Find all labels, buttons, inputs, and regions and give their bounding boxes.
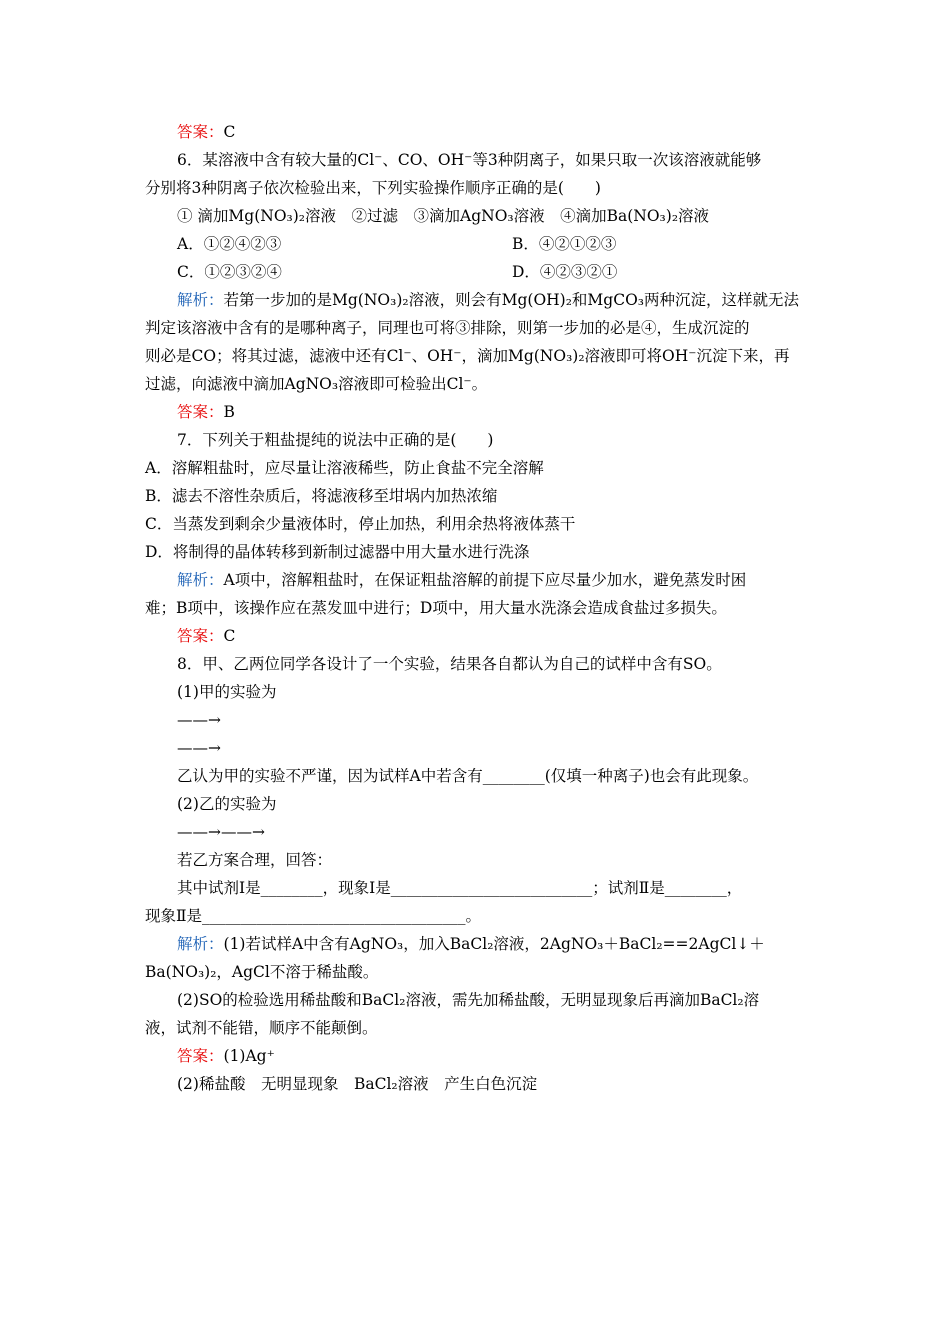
answer-value: C	[223, 627, 236, 645]
q6-option-a: A．①②④②③	[177, 235, 282, 253]
q5-answer	[177, 122, 235, 142]
q7-analysis-line-1	[177, 570, 746, 590]
answer-value: (1)Ag⁺	[223, 1047, 275, 1065]
q8-analysis-line-3: (2)SO的检验选用稀盐酸和BaCl₂溶液，需先加稀盐酸，无明显现象后再滴加BaCl₂溶	[177, 991, 760, 1009]
q6-analysis-line-2: 判定该溶液中含有的是哪种离子，同理也可将③排除，则第一步加的必是④，生成沉淀的	[145, 319, 750, 337]
answer-value: C	[223, 123, 236, 141]
analysis-text: 若第一步加的是Mg(NO₃)₂溶液，则会有Mg(OH)₂和MgCO₃两种沉淀，这样就无法	[223, 291, 800, 309]
q8-arrow-2: ——→	[177, 739, 221, 757]
q7-option-d: D．将制得的晶体转移到新制过滤器中用大量水进行洗涤	[145, 543, 530, 561]
q7-option-b: B．滤去不溶性杂质后，将滤液移至坩埚内加热浓缩	[145, 487, 498, 505]
q8-part2-question-1: 其中试剂Ⅰ是________，现象Ⅰ是__________________________；试剂Ⅱ是________，	[177, 879, 743, 897]
q8-answer-line-1	[177, 1046, 275, 1066]
answer-label: 答案：	[177, 627, 224, 645]
q8-answer-line-2: (2)稀盐酸 无明显现象 BaCl₂溶液 产生白色沉淀	[177, 1075, 538, 1093]
q6-stem-line-2: 分别将3种阴离子依次检验出来，下列实验操作顺序正确的是( )	[145, 179, 601, 197]
q7-option-a: A．溶解粗盐时，应尽量让溶液稀些，防止食盐不完全溶解	[145, 459, 544, 477]
q8-analysis-line-2: Ba(NO₃)₂，AgCl不溶于稀盐酸。	[145, 963, 379, 981]
q8-stem: 8．甲、乙两位同学各设计了一个实验，结果各自都认为自己的试样中含有SO。	[177, 655, 722, 673]
q6-option-d: D．④②③②①	[512, 263, 618, 281]
q6-option-c: C．①②③②④	[177, 263, 282, 281]
q7-answer	[177, 626, 235, 646]
q6-operations: ① 滴加Mg(NO₃)₂溶液 ②过滤 ③滴加AgNO₃溶液 ④滴加Ba(NO₃)₂溶液	[177, 207, 710, 225]
answer-label: 答案：	[177, 403, 224, 421]
answer-label: 答案：	[177, 1047, 224, 1065]
analysis-text: (1)若试样A中含有AgNO₃，加入BaCl₂溶液，2AgNO₃＋BaCl₂==2AgCl↓＋	[223, 935, 765, 953]
q6-stem-line-1: 6．某溶液中含有较大量的Cl⁻、CO、OH⁻等3种阴离子，如果只取一次该溶液就能够	[177, 151, 762, 169]
q8-analysis-line-1	[177, 934, 765, 954]
q7-option-c: C．当蒸发到剩余少量液体时，停止加热，利用余热将液体蒸干	[145, 515, 576, 533]
analysis-label: 解析：	[177, 291, 224, 309]
q7-analysis-line-2: 难；B项中，该操作应在蒸发皿中进行；D项中，用大量水洗涤会造成食盐过多损失。	[145, 599, 727, 617]
q8-analysis-line-4: 液，试剂不能错，顺序不能颠倒。	[145, 1019, 378, 1037]
q8-arrow-1: ——→	[177, 711, 221, 729]
q8-part2-condition: 若乙方案合理，回答：	[177, 851, 333, 869]
q8-part1-title: (1)甲的实验为	[177, 683, 277, 701]
q6-analysis-line-3: 则必是CO；将其过滤，滤液中还有Cl⁻、OH⁻，滴加Mg(NO₃)₂溶液即可将OH⁻沉淀下来，再	[145, 347, 790, 365]
q6-answer	[177, 402, 235, 422]
q8-part2-question-2: 现象Ⅱ是__________________________________。	[145, 907, 482, 925]
q7-stem: 7．下列关于粗盐提纯的说法中正确的是( )	[177, 431, 494, 449]
analysis-text: A项中，溶解粗盐时，在保证粗盐溶解的前提下应尽量少加水，避免蒸发时困	[223, 571, 747, 589]
q8-part2-title: (2)乙的实验为	[177, 795, 277, 813]
q6-option-b: B．④②①②③	[512, 235, 617, 253]
answer-label: 答案：	[177, 123, 224, 141]
q8-part1-text: 乙认为甲的实验不严谨，因为试样A中若含有________(仅填一种离子)也会有此现象。	[177, 767, 759, 785]
analysis-label: 解析：	[177, 571, 224, 589]
q6-options-row-2	[177, 262, 877, 282]
q8-arrow-3: ——→——→	[177, 823, 265, 841]
q6-analysis-line-4: 过滤，向滤液中滴加AgNO₃溶液即可检验出Cl⁻。	[145, 375, 488, 393]
q6-analysis-line-1	[177, 290, 799, 310]
analysis-label: 解析：	[177, 935, 224, 953]
answer-value: B	[223, 403, 235, 421]
q6-options-row-1	[177, 234, 877, 254]
